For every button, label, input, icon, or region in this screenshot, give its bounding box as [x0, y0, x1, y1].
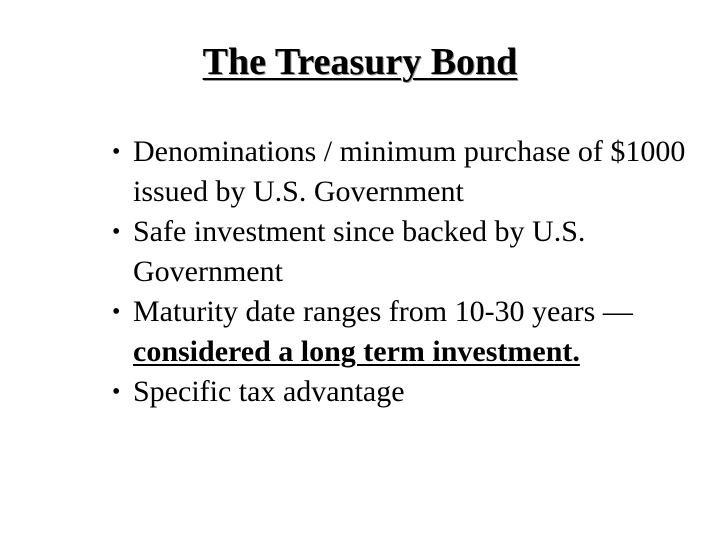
bullet-text: Specific tax advantage [133, 375, 405, 408]
slide-title [0, 36, 720, 88]
bullet-dot-icon: • [112, 379, 121, 405]
bullet-item-maturity [112, 292, 712, 372]
bullet-emphasis-long-term: considered a long term investment. [133, 335, 580, 368]
bullet-item-safe-investment [112, 212, 712, 292]
bullet-text: Maturity date ranges from 10-30 years — [133, 295, 633, 328]
bullet-text: Safe investment since backed by U.S. Government [133, 215, 586, 288]
bullet-item-denominations [112, 132, 712, 212]
bullet-dot-icon: • [112, 219, 121, 245]
bullet-list [112, 132, 712, 412]
bullet-dot-icon: • [112, 299, 121, 325]
slide-title-text: The Treasury Bond [202, 41, 518, 83]
bullet-dot-icon: • [112, 139, 121, 165]
bullet-text: Denominations / minimum purchase of $1000 issued by U.S. Government [133, 135, 686, 208]
bullet-item-tax-advantage [112, 372, 712, 412]
